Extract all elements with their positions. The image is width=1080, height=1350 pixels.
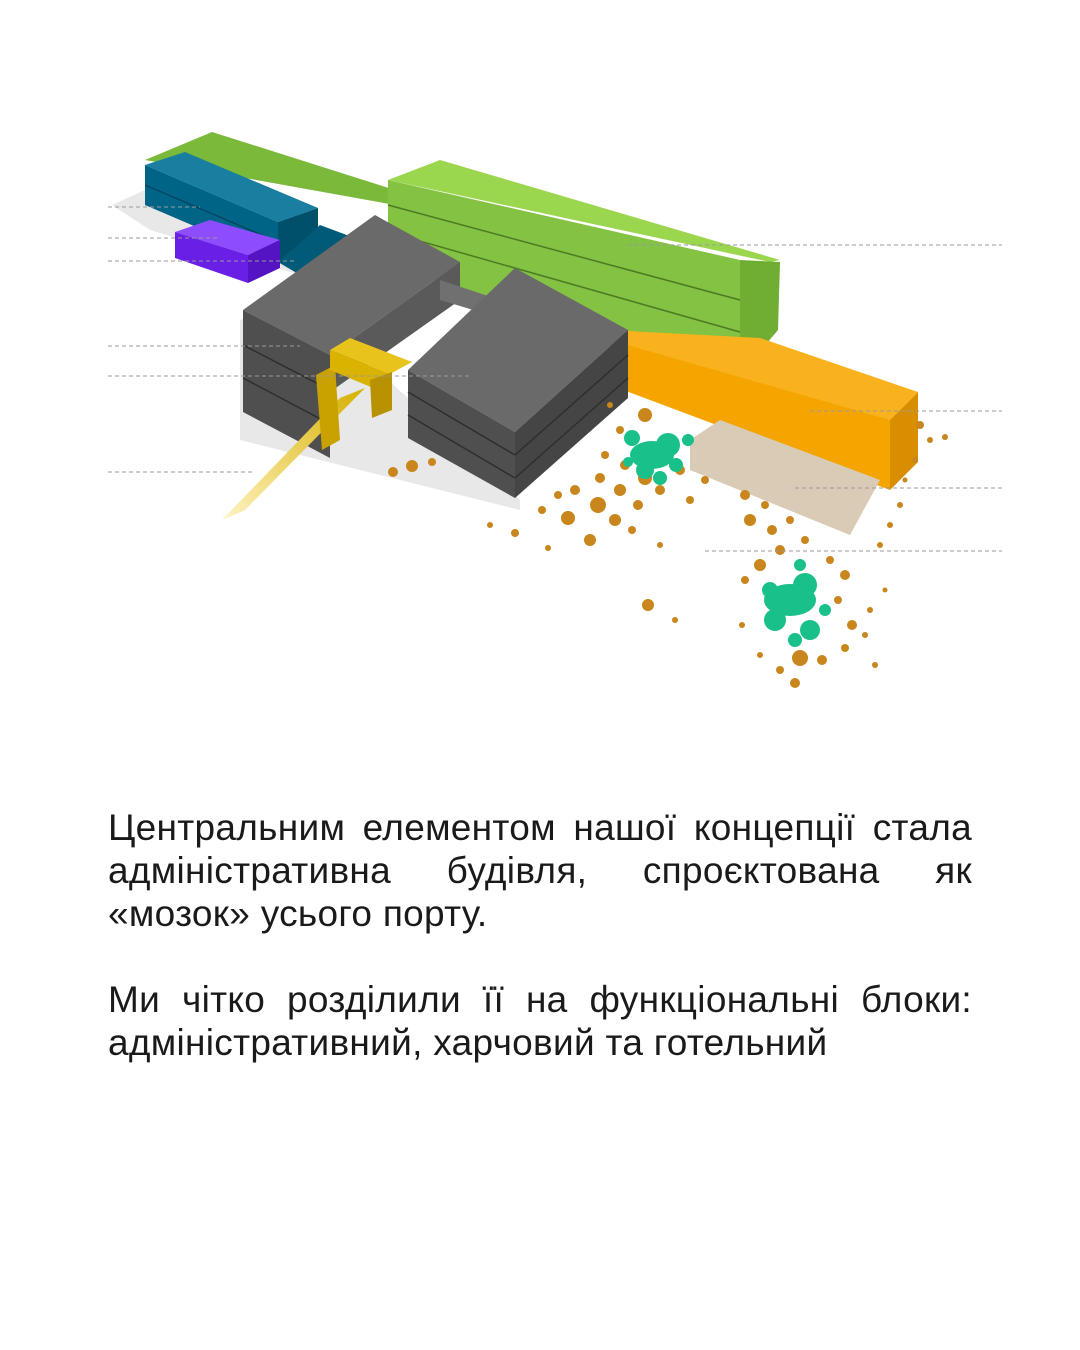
description-paragraph-1: Центральним елементом нашої концепції стала адміністративна будівля, спроєктована як «мозок» усього порту. bbox=[108, 807, 972, 934]
green-blob-upper bbox=[623, 430, 694, 485]
green-blob-lower bbox=[762, 559, 831, 647]
description-paragraph-2: Ми чітко розділили її на функціональні блоки: адміністративний, харчовий та готельний bbox=[108, 979, 972, 1063]
